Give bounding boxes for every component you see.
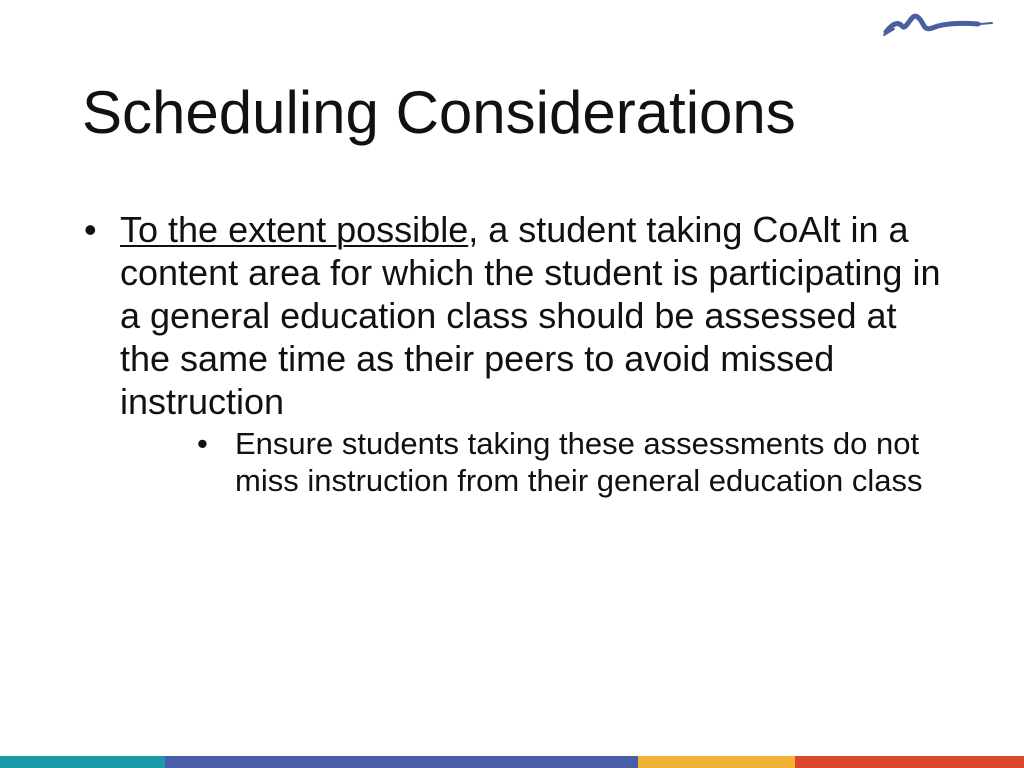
bullet-item <box>84 208 944 423</box>
slide-body <box>84 208 944 499</box>
mountain-logo-icon <box>880 8 1000 40</box>
slide-title: Scheduling Considerations <box>82 79 796 146</box>
footer-bar-red <box>795 756 1024 768</box>
footer-color-bar <box>0 756 1024 768</box>
bullet-text: , a student taking CoAlt in a content area for which the student is participating in a general education class should be assessed at the same time as their peers to avoid missed instruction <box>120 209 941 422</box>
sub-bullet-dot: • <box>197 426 208 461</box>
footer-bar-yellow <box>638 756 795 768</box>
emphasis-text: To the extent possible <box>120 209 469 250</box>
footer-bar-teal <box>0 756 165 768</box>
sub-bullet-item <box>197 425 935 499</box>
bullet-dot: • <box>84 209 97 250</box>
sub-bullet-text: Ensure students taking these assessments do not miss instruction from their general education class <box>235 426 923 498</box>
footer-bar-blue <box>165 756 638 768</box>
